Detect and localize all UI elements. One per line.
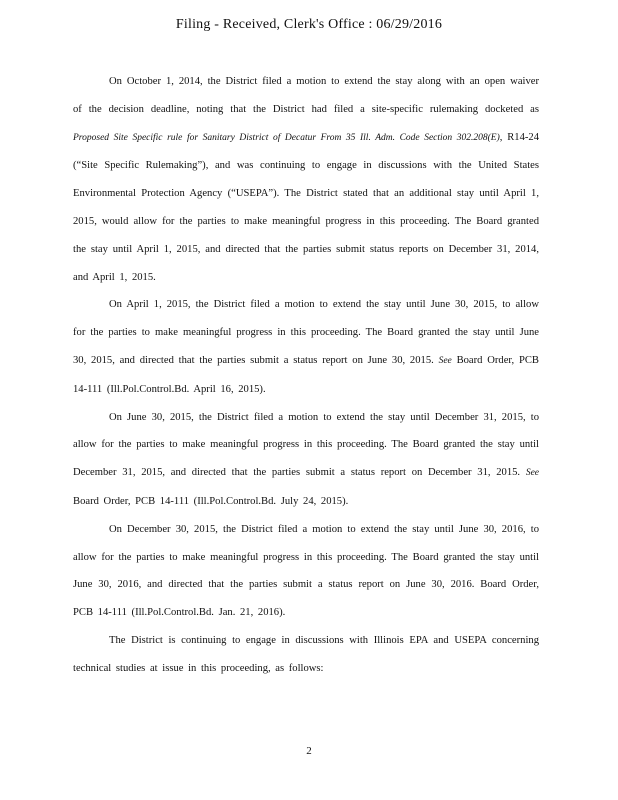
citation-signal-italic: See xyxy=(438,355,452,366)
rulemaking-title-italic: Proposed Site Specific rule for Sanitary District of Decatur From 35 Ill. Adm. Code Section 302.208(E) xyxy=(73,132,500,143)
paragraph-text: On June 30, 2015, the District filed a motion to extend the stay until December 31, 2015, to allow for the parties to make meaningful progress in this proceeding. The Board granted the stay until December 31, 2015, and directed that the parties submit a status report on December 31, 2015. xyxy=(73,411,539,479)
paragraph-text: On April 1, 2015, the District filed a motion to extend the stay until June 30, 2015, to allow for the parties to make meaningful progress in this proceeding. The Board granted the stay until June 30, 2015, and directed that the parties submit a status report on June 30, 2015. xyxy=(73,299,539,366)
paragraph-text: , R14-24 (“Site Specific Rulemaking”), and was continuing to engage in discussions with the United States Environmental Protection Agency (“USEPA”). The District stated that an additional stay until April 1, 2015, would allow for the parties to make meaningful progress in this proceeding. The Board granted the stay until April 1, 2015, and directed that the parties submit status reports on December 31, 2014, and April 1, 2015. xyxy=(73,131,540,283)
paragraph-ongoing-discussions xyxy=(73,627,539,683)
page-number: 2 xyxy=(306,745,312,757)
filing-stamp-header: Filing - Received, Clerk's Office : 06/29/2016 xyxy=(175,17,443,32)
citation-signal-italic: See xyxy=(525,468,539,479)
paragraph-motion-oct-2014 xyxy=(73,68,539,291)
paragraph-text: On December 30, 2015, the District filed a motion to extend the stay until June 30, 2016, to allow for the parties to make meaningful progress in this proceeding. The Board granted the stay until June 30, 2016, and directed that the parties submit a status report on June 30, 2016. Board Order, PCB 14-111 (Ill.Pol.Control.Bd. Jan. 21, 2016). xyxy=(73,523,539,619)
paragraph-text: Board Order, PCB 14-111 (Ill.Pol.Control.Bd. April 16, 2015). xyxy=(73,354,539,395)
paragraph-motion-apr-2015 xyxy=(73,291,539,403)
paragraph-motion-dec-2015 xyxy=(73,516,539,627)
document-body xyxy=(73,68,539,683)
paragraph-motion-jun-2015 xyxy=(73,404,539,516)
paragraph-text: On October 1, 2014, the District filed a motion to extend the stay along with an open waiver of the decision deadline, noting that the District had filed a site-specific rulemaking docketed as xyxy=(73,76,539,115)
paragraph-text: Board Order, PCB 14-111 (Ill.Pol.Control.Bd. July 24, 2015). xyxy=(73,495,349,507)
paragraph-text: The District is continuing to engage in discussions with Illinois EPA and USEPA concerning technical studies at issue in this proceeding, as follows: xyxy=(73,634,539,674)
